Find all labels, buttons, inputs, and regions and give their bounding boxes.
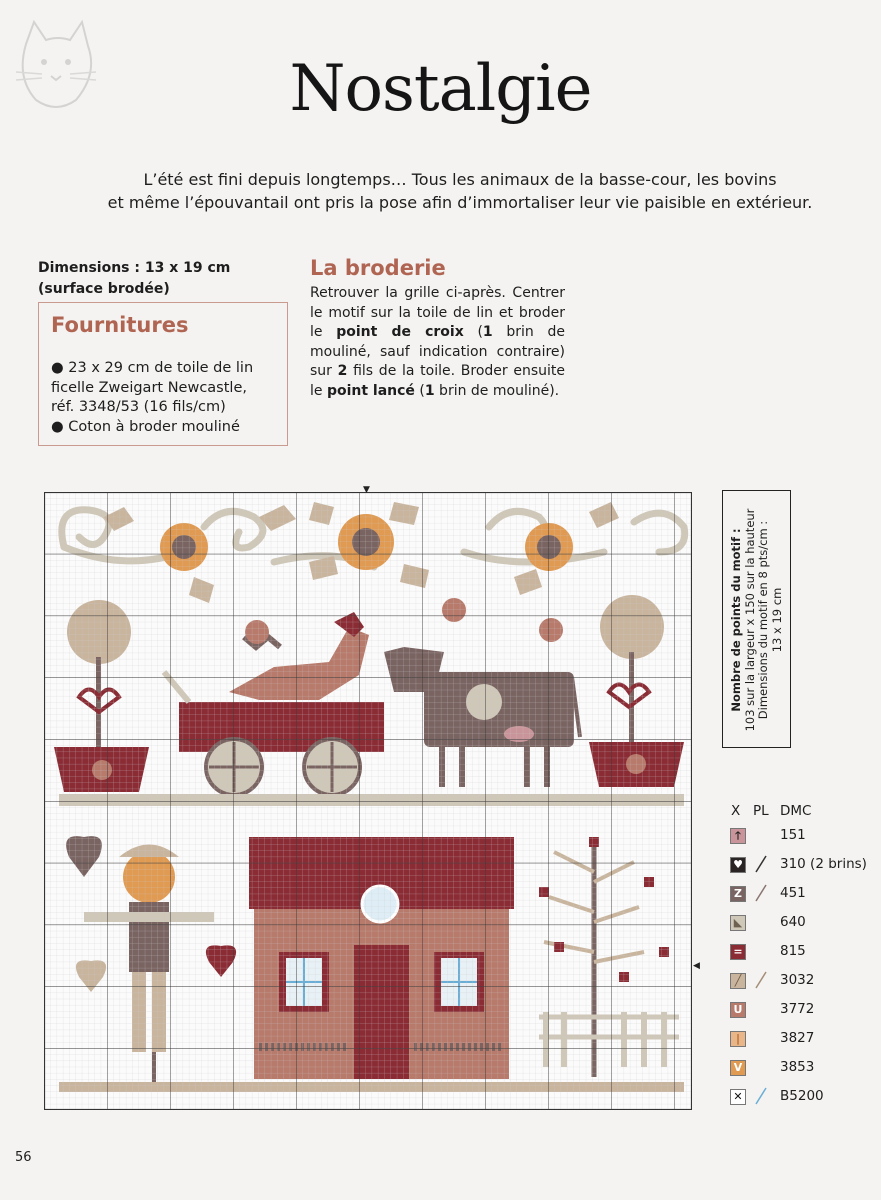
intro-line-1: L’été est fini depuis longtemps… Tous les animaux de la basse-cour, les bovins	[143, 170, 777, 189]
broderie-text-part: brin de mouliné, sauf indication contraire) sur	[310, 324, 565, 379]
broderie-text-part: fils de la toile. Broder ensuite le	[310, 363, 566, 399]
legend-dmc-code: 815	[780, 943, 806, 959]
broderie-text-part: (	[414, 382, 425, 399]
dimensions-line-1: Dimensions : 13 x 19 cm	[38, 260, 231, 276]
fournitures-list	[51, 359, 253, 437]
legend-header-pl: PL	[753, 803, 769, 819]
legend-dmc-code: 151	[780, 827, 806, 843]
broderie-text-part: brin de mouliné).	[434, 382, 560, 399]
stitch-count-text	[730, 500, 784, 740]
legend-dmc-code: B5200	[780, 1088, 824, 1104]
dimensions-block	[38, 258, 230, 300]
legend-row	[725, 912, 875, 941]
broderie-text-part: (	[463, 324, 483, 340]
legend-symbol-icon: V	[730, 1060, 746, 1076]
legend-row	[725, 941, 875, 970]
legend-row	[725, 1057, 875, 1086]
intro-text	[60, 168, 860, 214]
legend-header-dmc: DMC	[780, 803, 812, 819]
backstitch-line-icon	[755, 855, 767, 873]
fournitures-item-1-line-2: ficelle Zweigart Newcastle,	[51, 379, 247, 396]
legend-dmc-code: 3772	[780, 1001, 815, 1017]
dimensions-line-2: (surface brodée)	[38, 281, 170, 297]
page-title: Nostalgie	[289, 52, 592, 126]
backstitch-line-icon	[755, 884, 767, 902]
legend-symbol-icon: Z	[730, 886, 746, 902]
legend-symbol-icon: U	[730, 1002, 746, 1018]
broderie-text-bold: point de croix	[336, 324, 464, 340]
legend-dmc-code: 451	[780, 885, 806, 901]
legend-rows	[725, 825, 875, 1115]
broderie-text	[310, 284, 565, 401]
legend-row	[725, 1028, 875, 1057]
color-legend	[725, 803, 875, 1115]
stitch-count-line-3: Dimensions du motif en 8 pts/cm :	[756, 520, 770, 720]
legend-dmc-code: 310 (2 brins)	[780, 856, 867, 872]
legend-header-x: X	[731, 803, 741, 819]
legend-row	[725, 970, 875, 999]
broderie-text-bold: 1	[424, 382, 435, 399]
legend-row	[725, 825, 875, 854]
legend-row	[725, 883, 875, 912]
page-number: 56	[15, 1150, 32, 1165]
stitch-count-line-2: 103 sur la largeur x 150 sur la hauteur	[742, 508, 757, 732]
legend-dmc-code: 3827	[780, 1030, 815, 1046]
broderie-text-bold: point lancé	[326, 382, 415, 399]
fournitures-item-2: ● Coton à broder mouliné	[51, 418, 240, 435]
center-mark-right-icon: ◀	[693, 961, 700, 971]
legend-symbol-icon: ◣	[730, 915, 746, 931]
broderie-text-part: Retrouver la grille ci-après. Centrer le motif sur la toile de lin et broder le	[310, 285, 565, 340]
stitch-count-box	[722, 490, 791, 748]
legend-header	[725, 803, 875, 825]
legend-row	[725, 1086, 875, 1115]
stitch-count-heading: Nombre de points du motif :	[729, 528, 743, 712]
backstitch-line-icon	[755, 971, 767, 989]
cross-stitch-chart	[44, 492, 692, 1110]
fournitures-box	[38, 302, 288, 446]
legend-symbol-icon: ╱	[730, 973, 746, 989]
broderie-title: La broderie	[310, 256, 446, 280]
legend-symbol-icon: ✕	[730, 1089, 746, 1105]
legend-dmc-code: 640	[780, 914, 806, 930]
legend-dmc-code: 3032	[780, 972, 815, 988]
legend-dmc-code: 3853	[780, 1059, 815, 1075]
broderie-text-bold: 2	[337, 363, 348, 379]
fournitures-item-1-line-1: ● 23 x 29 cm de toile de lin	[51, 360, 254, 376]
legend-row	[725, 854, 875, 883]
major-grid	[44, 492, 692, 1110]
legend-symbol-icon: |	[730, 1031, 746, 1047]
stitch-count-line-4: 13 x 19 cm	[769, 587, 784, 653]
broderie-text-bold: 1	[482, 324, 493, 340]
legend-symbol-icon: =	[730, 944, 746, 960]
legend-row	[725, 999, 875, 1028]
fournitures-title: Fournitures	[51, 313, 189, 337]
legend-symbol-icon: 🡑	[730, 828, 746, 844]
center-mark-top-icon: ▼	[363, 485, 370, 495]
fournitures-item-1-line-3: réf. 3348/53 (16 fils/cm)	[51, 399, 226, 415]
backstitch-line-icon	[755, 1087, 767, 1105]
intro-line-2: et même l’épouvantail ont pris la pose afin d’immortaliser leur vie paisible en extérieur.	[107, 193, 813, 212]
legend-symbol-icon: ♥	[730, 857, 746, 873]
